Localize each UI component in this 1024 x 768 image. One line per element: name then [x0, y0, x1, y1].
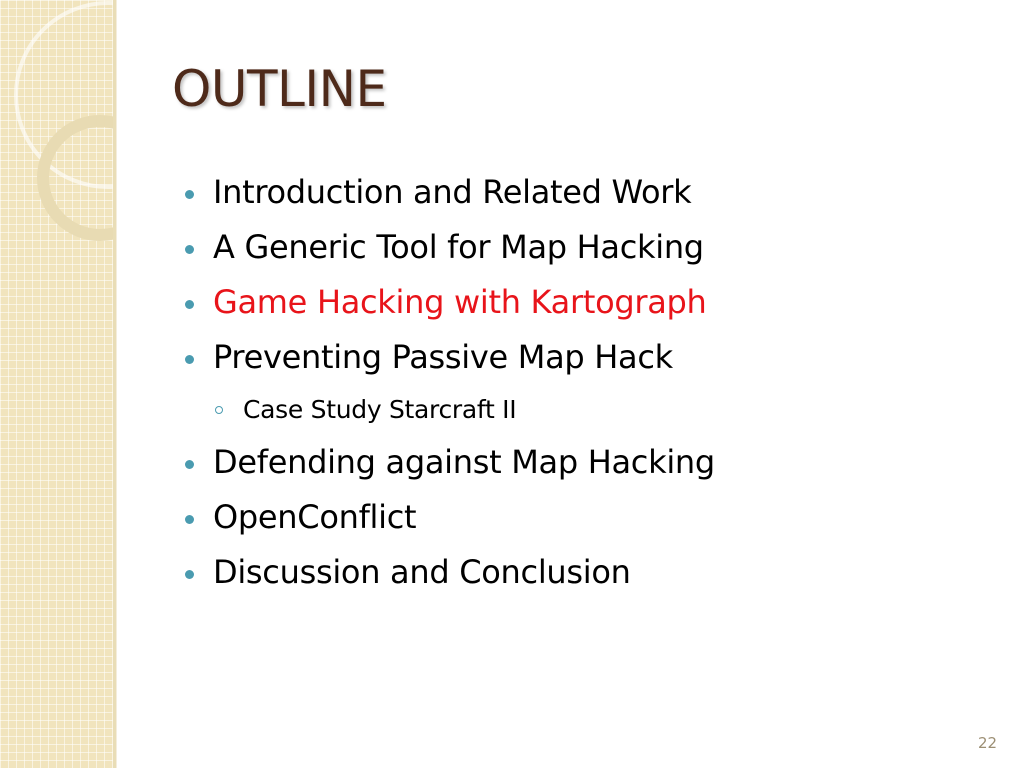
page-number: 22	[978, 734, 998, 752]
sub-bullet-case-study: Case Study Starcraft II	[185, 385, 715, 435]
decorative-side-band	[0, 0, 113, 768]
decorative-rings	[0, 0, 113, 300]
bullet-openconflict: OpenConflict	[185, 490, 715, 545]
outline-list	[185, 165, 715, 600]
bullet-generic-tool: A Generic Tool for Map Hacking	[185, 220, 715, 275]
bullet-defending: Defending against Map Hacking	[185, 435, 715, 490]
side-band-divider	[116, 0, 117, 768]
bullet-introduction: Introduction and Related Work	[185, 165, 715, 220]
bullet-preventing-map-hack: Preventing Passive Map Hack	[185, 330, 715, 385]
slide-title: OUTLINE	[172, 60, 387, 118]
bullet-discussion: Discussion and Conclusion	[185, 545, 715, 600]
bullet-game-hacking: Game Hacking with Kartograph	[185, 275, 715, 330]
